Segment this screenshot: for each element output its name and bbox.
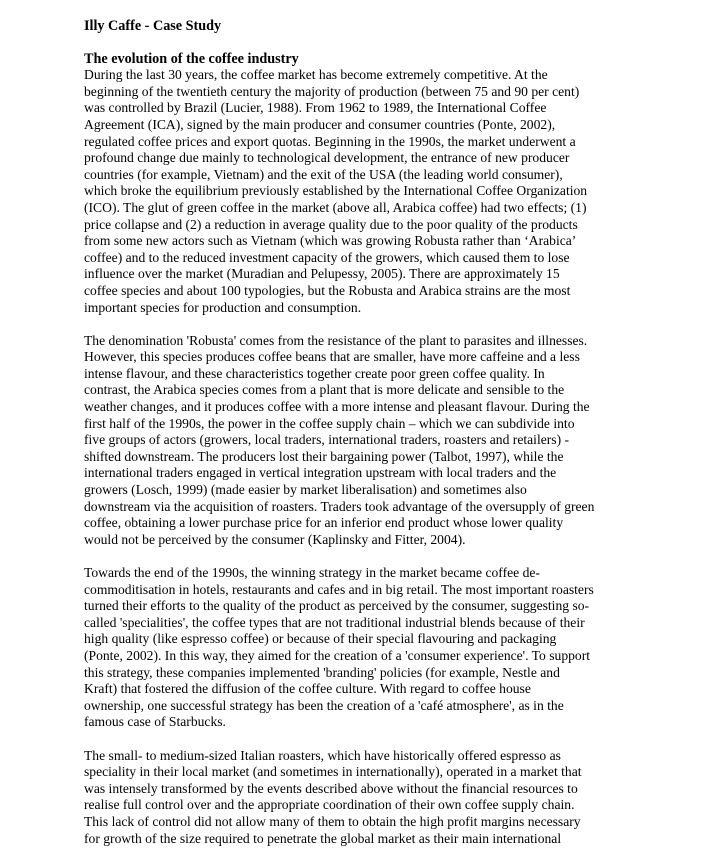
paragraph-1: During the last 30 years, the coffee market has become extremely competitive. At the beginning of the twentieth century the majority of production (between 75 and 90 per cent) was controlled by Brazil (Lucier, 1988). From 1962 to 1989, the International Coffee Agreement (ICA), signed by the main producer and consumer countries (Ponte, 2002), regulated coffee prices and export quotas. Beginning in the 1990s, the market underwent a profound change due mainly to technological development, the entrance of new producer countries (for example, Vietnam) and the exit of the USA (the leading world consumer), which broke the equilibrium previously established by the International Coffee Organization (ICO). The glut of green coffee in the market (above all, Arabica coffee) had two effects; (1) price collapse and (2) a reduction in average quality due to the poor quality of the products from some new actors such as Vietnam (which was growing Robusta rather than ‘Arabica’ coffee) and to the reduced investment capacity of the growers, which caused them to lose influence over the market (Muradian and Pelupessy, 2005). There are approximately 15 coffee species and about 100 typologies, but the Robusta and Arabica strains are the most important species for production and consumption. <box>84 67 588 315</box>
document-title: Illy Caffe - Case Study <box>84 18 222 34</box>
paragraph-2: The denomination 'Robusta' comes from the resistance of the plant to parasites and illnesses. However, this species produces coffee beans that are smaller, have more caffeine and a less intense flavour, and these characteristics together create poor green coffee quality. In contrast, the Arabica species comes from a plant that is more delicate and sensible to the weather changes, and it produces coffee with a more intense and pleasant flavour. During the first half of the 1990s, the power in the coffee supply chain – which we can subdivide into five groups of actors (growers, local traders, international traders, roasters and retailers) - shifted downstream. The producers lost their bargaining power (Talbot, 1997), while the international traders engaged in vertical integration upstream with local traders and the growers (Losch, 1999) (made easier by market liberalisation) and sometimes also downstream via the acquisition of roasters. Traders took advantage of the oversupply of green coffee, obtaining a lower purchase price for an inferior end product whose lower quality would not be perceived by the consumer (Kaplinsky and Fitter, 2004). <box>84 332 595 547</box>
paragraph-4: The small- to medium-sized Italian roasters, which have historically offered espresso as speciality in their local market (and sometimes in internationally), operated in a market that was intensely transformed by the events described above without the financial resources to realise full control over and the appropriate coordination of their own coffee supply chain. This lack of control did not allow many of them to obtain the high profit margins necessary for growth of the size required to penetrate the global market as their main international <box>84 747 582 846</box>
section-heading: The evolution of the coffee industry <box>84 50 299 67</box>
document-page <box>84 18 629 864</box>
paragraph-3: Towards the end of the 1990s, the winning strategy in the market became coffee de- commoditisation in hotels, restaurants and cafes and in big retail. The most important roasters turned their efforts to the quality of the product as perceived by the consumer, suggesting so- called 'specialities', the coffee types that are not traditional industrial blends because of their high quality (like espresso coffee) or because of their special flavouring and packaging (Ponte, 2002). In this way, they aimed for the creation of a 'consumer experience'. To support this strategy, these companies implemented 'branding' policies (for example, Nestle and Kraft) that fostered the diffusion of the coffee culture. With regard to coffee house ownership, one successful strategy has been the creation of a 'café atmosphere', as in the famous case of Starbucks. <box>84 565 594 730</box>
